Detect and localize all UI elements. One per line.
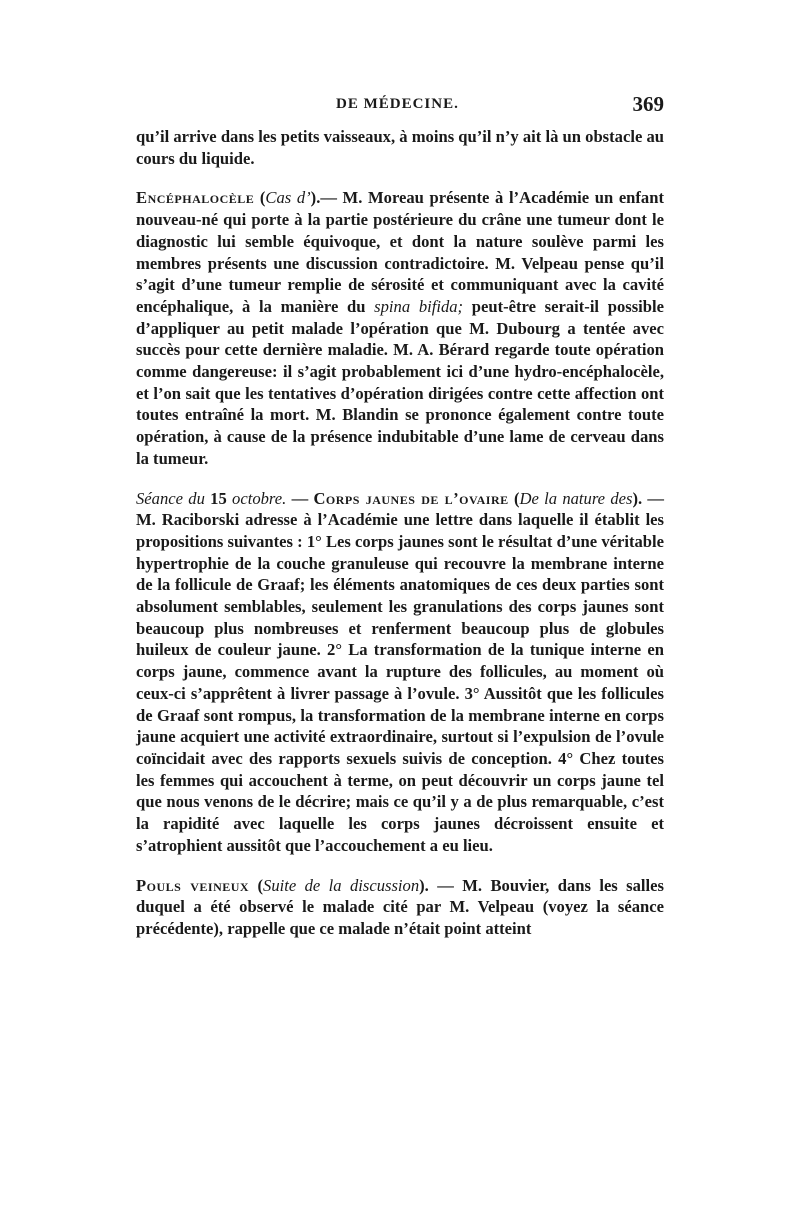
italic-term: spina bifida; xyxy=(374,296,464,316)
paragraph-corps-jaunes xyxy=(136,488,664,857)
paragraph-text: ). — M. Raciborski adresse à l’Académie une lettre dans laquelle il établit les propositions suivantes : 1° Les corps jaunes sont le résultat d’une véritable hypertrophie de la couche granuleuse qui recouvre la membrane interne de la follicule de Graaf; les éléments anatomiques de ces deux parties sont absolument semblables, seulement les granulations des corps jaunes sont beaucoup plus nombreuses et renferment beaucoup plus de globules huileux de couleur jaune. 2° La transformation de la tunique interne en corps jaune, commence avant la rupture des follicules, au moment où ceux-ci s’apprêtent à livrer passage à l’ovule. 3° Aussitôt que les follicules de Graaf sont rompus, la transformation de la membrane interne en corps jaune acquiert une activité extraordinaire, surtout si l’expulsion de l’ovule coïncidait avec des rapports sexuels suivis de conception. 4° Chez toutes les femmes qui accouchent à terme, on peut découvrir un corps jaune tel que nous venons de le décrire; mais ce qu’il y a de plus remarquable, c’est la rapidité avec laquelle les corps jaunes décroissent ensuite et s’atrophient aussitôt que l’accouchement a eu lieu. xyxy=(136,488,664,855)
seance-day: 15 xyxy=(204,488,233,508)
section-subtitle: De la nature des xyxy=(519,488,633,508)
page-header xyxy=(136,92,664,126)
book-page xyxy=(136,92,664,940)
section-heading: Pouls veineux xyxy=(136,875,250,895)
paren-open: ( xyxy=(508,488,520,508)
section-heading: Encéphalocèle xyxy=(136,188,255,208)
section-heading: Corps jaunes de l’ovaire xyxy=(313,488,509,508)
paragraph-text: qu’il arrive dans les petits vaisseaux, à moins qu’il n’y ait là un obstacle au cours du liquide. xyxy=(136,127,664,168)
paragraph-continuation xyxy=(136,126,664,169)
paren-open: ( xyxy=(254,188,266,208)
paragraph-text: ).— M. Moreau présente à l’Académie un enfant nouveau-né qui porte à la partie postérieure du crâne une tumeur dont le diagnostic lui semble équivoque, et dont la nature soulève parmi les membres présents une discussion contradictoire. M. Velpeau pense qu’il s’agit d’une tumeur remplie de sérosité et communiquant avec la cavité encéphalique, à la manière du xyxy=(136,188,664,316)
page-number: 369 xyxy=(632,92,664,116)
paren-open: ( xyxy=(249,875,264,895)
seance-month: octobre. xyxy=(232,488,287,508)
running-title: DE MÉDECINE. xyxy=(336,96,459,112)
paragraph-encephalocele xyxy=(136,187,664,469)
section-subtitle: Cas d’ xyxy=(265,188,311,208)
paragraph-text-cont: peut-être serait-il possible d’appliquer au petit malade l’opération que M. Dubourg a tentée avec succès pour cette dernière maladie. M. A. Bérard regarde toute opération comme dangereuse: il s’agit probablement ici d’une hydro-encéphalocèle, et l’on sait que les tentatives d’opération dirigées contre cette affection ont toutes entraîné la mort. M. Blandin se prononce également contre toute opération, à cause de la présence indubitable d’une lame de cerveau dans la tumeur. xyxy=(136,296,664,468)
paragraph-text: ). — M. Bouvier, dans les salles duquel a été observé le malade cité par M. Velpeau (voyez la séance précédente), rappelle que ce malade n’était point atteint xyxy=(136,875,664,938)
dash: — xyxy=(286,488,314,508)
seance-label: Séance du xyxy=(136,488,205,508)
paragraph-pouls-veineux xyxy=(136,875,664,940)
section-subtitle: Suite de la discussion xyxy=(263,875,420,895)
